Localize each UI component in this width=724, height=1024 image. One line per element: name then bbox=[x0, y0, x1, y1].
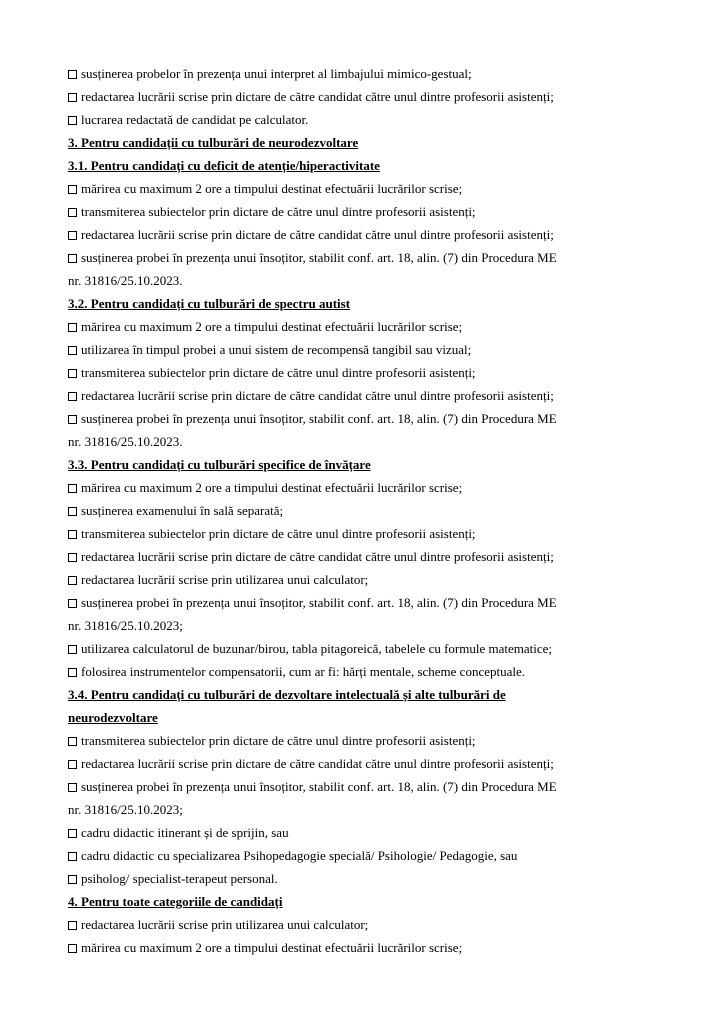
checkbox[interactable] bbox=[68, 875, 77, 884]
checkbox[interactable] bbox=[68, 553, 77, 562]
checkbox[interactable] bbox=[68, 921, 77, 930]
checklist-item bbox=[68, 407, 608, 430]
checklist-item-text: transmiterea subiectelor prin dictare de către unul dintre profesorii asistenți; bbox=[81, 365, 476, 380]
checkbox[interactable] bbox=[68, 944, 77, 953]
checkbox[interactable] bbox=[68, 323, 77, 332]
checkbox[interactable] bbox=[68, 185, 77, 194]
checklist-item-text: transmiterea subiectelor prin dictare de către unul dintre profesorii asistenți; bbox=[81, 204, 476, 219]
checkbox[interactable] bbox=[68, 783, 77, 792]
checklist-item-text: mărirea cu maximum 2 ore a timpului destinat efectuării lucrărilor scrise; bbox=[81, 181, 463, 196]
checklist-item bbox=[68, 108, 608, 131]
checkbox[interactable] bbox=[68, 530, 77, 539]
checklist-item-text: susținerea examenului în sală separată; bbox=[81, 503, 284, 518]
checklist-item bbox=[68, 568, 608, 591]
checkbox[interactable] bbox=[68, 93, 77, 102]
checklist-item bbox=[68, 729, 608, 752]
checklist-item-text: cadru didactic itinerant și de sprijin, sau bbox=[81, 825, 289, 840]
checklist-item-text: redactarea lucrării scrise prin dictare de către candidat către unul dintre profesorii asistenți; bbox=[81, 756, 554, 771]
checklist-item-text: folosirea instrumentelor compensatorii, cum ar fi: hărți mentale, scheme conceptuale. bbox=[81, 664, 525, 679]
checklist-item bbox=[68, 752, 608, 775]
checklist-item bbox=[68, 223, 608, 246]
checkbox[interactable] bbox=[68, 415, 77, 424]
checkbox[interactable] bbox=[68, 852, 77, 861]
checklist-item-text: nr. 31816/25.10.2023; bbox=[68, 802, 183, 817]
checkbox[interactable] bbox=[68, 737, 77, 746]
checklist-item bbox=[68, 775, 608, 798]
section-heading: 3. Pentru candidații cu tulburări de neurodezvoltare bbox=[68, 135, 359, 150]
checklist-item-text: susținerea probei în prezența unui însoțitor, stabilit conf. art. 18, alin. (7) din Procedura ME bbox=[81, 250, 557, 265]
section-heading: 3.2. Pentru candidați cu tulburări de spectru autist bbox=[68, 296, 351, 311]
checklist-item-continuation bbox=[68, 614, 608, 637]
checklist-item-text: nr. 31816/25.10.2023; bbox=[68, 618, 183, 633]
checklist-item-text: psiholog/ specialist-terapeut personal. bbox=[81, 871, 278, 886]
checkbox[interactable] bbox=[68, 116, 77, 125]
checkbox[interactable] bbox=[68, 668, 77, 677]
checklist-item bbox=[68, 338, 608, 361]
checkbox[interactable] bbox=[68, 254, 77, 263]
checklist-item bbox=[68, 936, 608, 959]
checklist-item-text: susținerea probei în prezența unui însoțitor, stabilit conf. art. 18, alin. (7) din Procedura ME bbox=[81, 595, 557, 610]
section-heading: neurodezvoltare bbox=[68, 710, 158, 725]
checklist-item bbox=[68, 476, 608, 499]
checklist-item-text: mărirea cu maximum 2 ore a timpului destinat efectuării lucrărilor scrise; bbox=[81, 940, 463, 955]
checkbox[interactable] bbox=[68, 507, 77, 516]
section-heading: 3.1. Pentru candidați cu deficit de atenție/hiperactivitate bbox=[68, 158, 380, 173]
checklist-item-text: mărirea cu maximum 2 ore a timpului destinat efectuării lucrărilor scrise; bbox=[81, 319, 463, 334]
checklist-item bbox=[68, 821, 608, 844]
checklist-item bbox=[68, 545, 608, 568]
checkbox[interactable] bbox=[68, 576, 77, 585]
checklist-item-text: mărirea cu maximum 2 ore a timpului destinat efectuării lucrărilor scrise; bbox=[81, 480, 463, 495]
checkbox[interactable] bbox=[68, 70, 77, 79]
checkbox[interactable] bbox=[68, 599, 77, 608]
checklist-item-text: nr. 31816/25.10.2023. bbox=[68, 434, 183, 449]
checklist-item-text: utilizarea calculatorul de buzunar/birou, tabla pitagoreică, tabelele cu formule matematice; bbox=[81, 641, 553, 656]
checklist-item-text: lucrarea redactată de candidat pe calculator. bbox=[81, 112, 309, 127]
checklist-item-text: redactarea lucrării scrise prin dictare de către candidat către unul dintre profesorii asistenți; bbox=[81, 549, 554, 564]
checklist-item bbox=[68, 177, 608, 200]
checklist-item bbox=[68, 200, 608, 223]
checkbox[interactable] bbox=[68, 346, 77, 355]
checklist-item-text: susținerea probelor în prezența unui interpret al limbajului mimico-gestual; bbox=[81, 66, 472, 81]
checklist-item-text: transmiterea subiectelor prin dictare de către unul dintre profesorii asistenți; bbox=[81, 526, 476, 541]
checklist-item bbox=[68, 315, 608, 338]
checklist-item-text: susținerea probei în prezența unui însoțitor, stabilit conf. art. 18, alin. (7) din Procedura ME bbox=[81, 411, 557, 426]
checklist-item-text: nr. 31816/25.10.2023. bbox=[68, 273, 183, 288]
section-heading: 3.3. Pentru candidați cu tulburări specifice de învățare bbox=[68, 457, 371, 472]
checklist-item bbox=[68, 522, 608, 545]
checklist-item-text: cadru didactic cu specializarea Psihopedagogie specială/ Psihologie/ Pedagogie, sau bbox=[81, 848, 518, 863]
checklist-item-text: redactarea lucrării scrise prin utilizarea unui calculator; bbox=[81, 572, 369, 587]
checklist-item bbox=[68, 384, 608, 407]
checkbox[interactable] bbox=[68, 208, 77, 217]
checklist-item-text: redactarea lucrării scrise prin dictare de către candidat către unul dintre profesorii asistenți; bbox=[81, 89, 554, 104]
checkbox[interactable] bbox=[68, 369, 77, 378]
checklist-item-text: utilizarea în timpul probei a unui sistem de recompensă tangibil sau vizual; bbox=[81, 342, 472, 357]
checklist-item bbox=[68, 591, 608, 614]
checklist-item-continuation bbox=[68, 269, 608, 292]
checklist-item bbox=[68, 867, 608, 890]
checklist-item bbox=[68, 844, 608, 867]
checklist-item bbox=[68, 246, 608, 269]
checkbox[interactable] bbox=[68, 829, 77, 838]
checklist-item bbox=[68, 62, 608, 85]
checklist-item-text: redactarea lucrării scrise prin dictare de către candidat către unul dintre profesorii asistenți; bbox=[81, 388, 554, 403]
checkbox[interactable] bbox=[68, 645, 77, 654]
checklist-item bbox=[68, 85, 608, 108]
checklist-item-continuation bbox=[68, 798, 608, 821]
checklist-item-text: transmiterea subiectelor prin dictare de către unul dintre profesorii asistenți; bbox=[81, 733, 476, 748]
document-page bbox=[68, 62, 608, 959]
checklist-item-continuation bbox=[68, 430, 608, 453]
checklist-item bbox=[68, 361, 608, 384]
checkbox[interactable] bbox=[68, 231, 77, 240]
checklist-item-text: redactarea lucrării scrise prin utilizarea unui calculator; bbox=[81, 917, 369, 932]
checklist-item bbox=[68, 913, 608, 936]
checklist-item bbox=[68, 637, 608, 660]
checkbox[interactable] bbox=[68, 484, 77, 493]
checkbox[interactable] bbox=[68, 760, 77, 769]
section-heading: 4. Pentru toate categoriile de candidați bbox=[68, 894, 283, 909]
checklist-item bbox=[68, 660, 608, 683]
section-heading: 3.4. Pentru candidați cu tulburări de dezvoltare intelectuală și alte tulburări de bbox=[68, 687, 506, 702]
checklist-item-text: susținerea probei în prezența unui însoțitor, stabilit conf. art. 18, alin. (7) din Procedura ME bbox=[81, 779, 557, 794]
checklist-item-text: redactarea lucrării scrise prin dictare de către candidat către unul dintre profesorii asistenți; bbox=[81, 227, 554, 242]
checklist-item bbox=[68, 499, 608, 522]
checkbox[interactable] bbox=[68, 392, 77, 401]
